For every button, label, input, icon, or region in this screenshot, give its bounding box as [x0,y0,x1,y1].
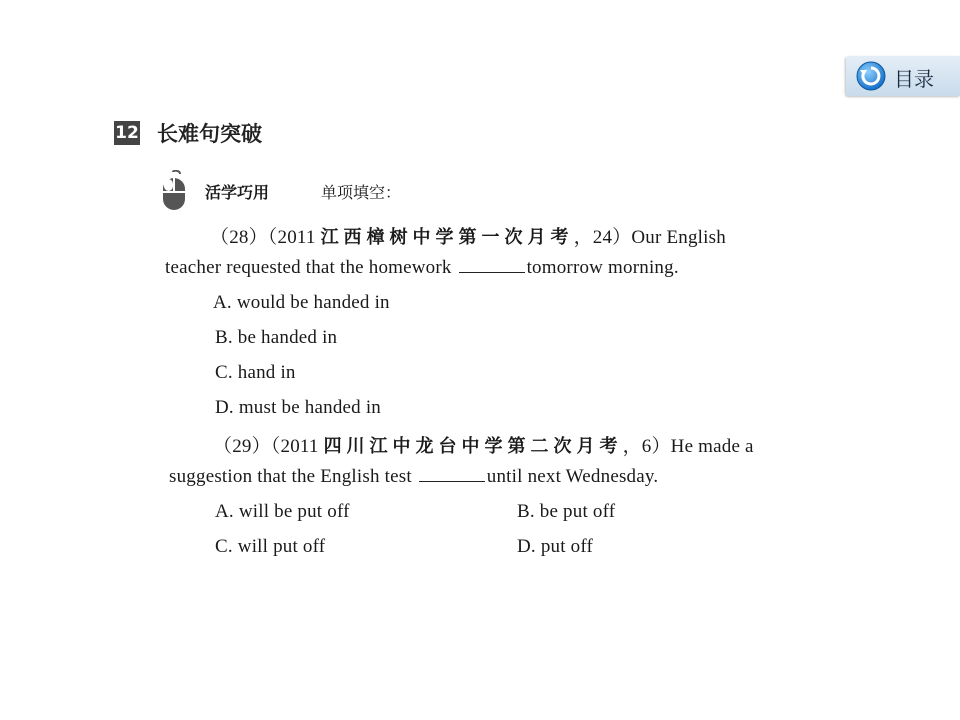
section-number-badge: 12 [115,123,139,143]
option: B. be handed in [215,327,338,348]
question-28-line2 [165,257,679,279]
toc-button[interactable] [846,56,960,96]
question-stem-end: tomorrow morning. [526,257,679,278]
refresh-circle-icon [856,61,886,91]
answer-blank [419,467,485,482]
option: D. put off [517,536,594,557]
question-source: 江西樟树中学第一次月考 [320,227,574,248]
toc-label: 目录 [894,67,934,91]
question-29-line2 [169,466,658,488]
question-source-end: ，6）He made a [622,436,754,457]
option: C. will put off [215,536,326,557]
option: D. must be handed in [215,397,382,418]
question-number: （28）（2011 [210,227,316,248]
question-number: （29）（2011 [213,436,319,457]
question-29-line1 [213,431,754,458]
question-stem-end: until next Wednesday. [486,466,659,487]
option: A. will be put off [215,501,350,522]
section-title: 长难句突破 [157,122,262,146]
practice-type: 单项填空： [321,183,402,202]
question-stem: teacher requested that the homework [165,257,452,278]
option: B. be put off [517,501,616,522]
answer-blank [459,258,525,273]
question-28-line1 [210,222,726,249]
mouse-icon [160,170,190,212]
option: C. hand in [215,362,296,383]
question-source: 四川江中龙台中学第二次月考 [323,436,623,457]
question-source-end: ，24）Our English [573,227,726,248]
option: A. would be handed in [213,292,390,313]
practice-label: 活学巧用 [205,183,270,202]
question-stem: suggestion that the English test [169,466,412,487]
